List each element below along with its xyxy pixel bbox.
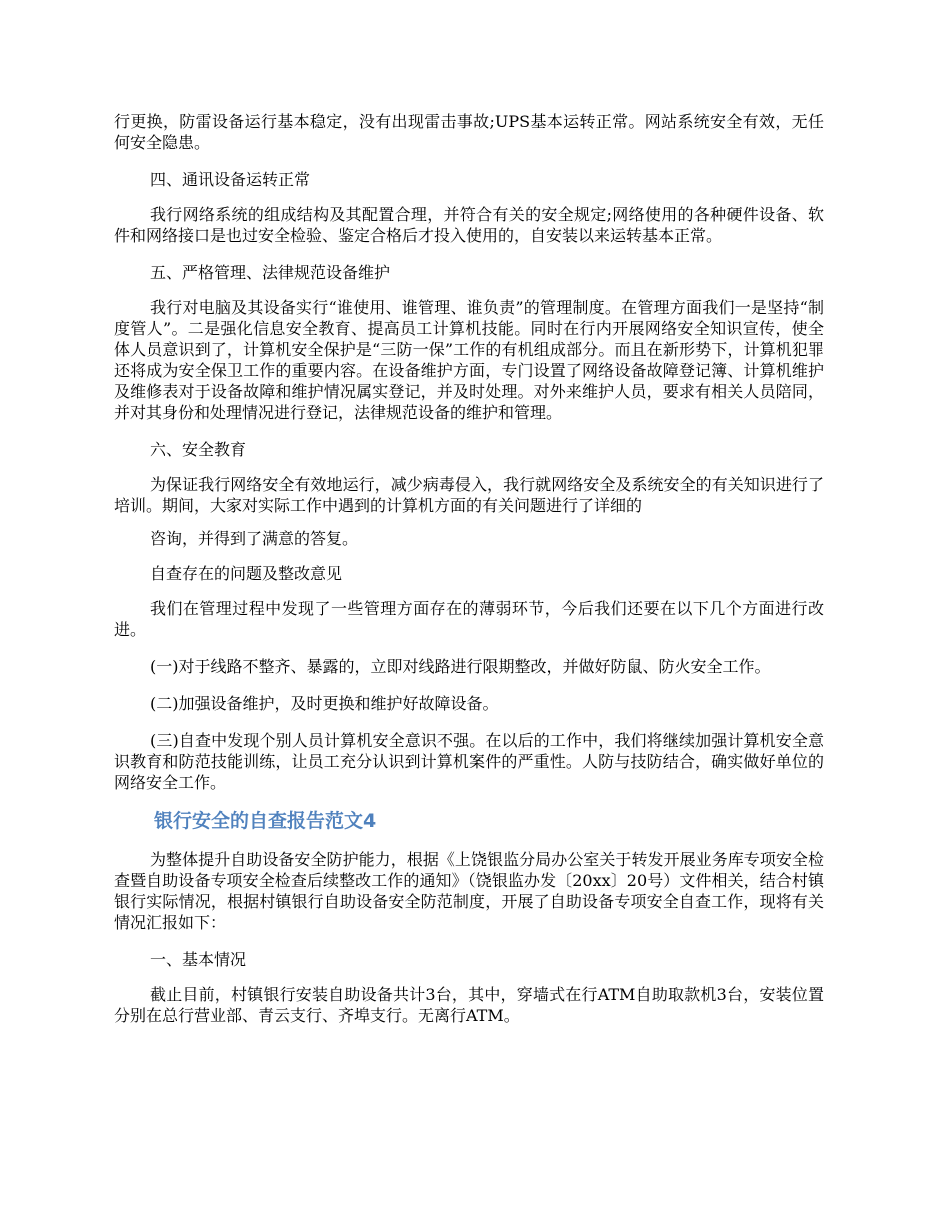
paragraph-self-service-intro: 为整体提升自助设备安全防护能力，根据《上饶银监分局办公室关于转发开展业务库专项安全检查暨自助设备专项安全检查后续整改工作的通知》（饶银监办发〔20xx〕20号）文件相关，结合村镇银行实际情况，根据村镇银行自助设备安全防范制度，开展了自助设备专项安全自查工作，现将有关情况汇报如下： (114, 850, 824, 932)
heading-strict-management: 五、严格管理、法律规范设备维护 (150, 263, 391, 282)
paragraph-weak-links: 我们在管理过程中发现了一些管理方面存在的薄弱环节，今后我们还要在以下几个方面进行改进。 (114, 599, 824, 639)
paragraph-atm-count: 截止目前，村镇银行安装自助设备共计3台，其中，穿墙式在行ATM自助取款机3台，安装位置分别在总行营业部、青云支行、齐埠支行。无离行ATM。 (114, 985, 824, 1025)
paragraph-consultation: 咨询，并得到了满意的答复。 (150, 529, 359, 548)
paragraph-item-three: (三)自查中发现个别人员计算机安全意识不强。在以后的工作中，我们将继续加强计算机安全意识教育和防范技能训练，让员工充分认识到计算机案件的严重性。人防与技防结合，确实做好单位的网络安全工作。 (114, 731, 824, 792)
heading-security-education: 六、安全教育 (150, 440, 247, 459)
heading-problems-rectification: 自查存在的问题及整改意见 (150, 564, 343, 583)
section-title: 银行安全的自查报告范文4 (154, 810, 377, 832)
heading-communication-equipment: 四、通讯设备运转正常 (150, 170, 311, 189)
paragraph-item-two: (二)加强设备维护，及时更换和维护好故障设备。 (150, 694, 499, 713)
paragraph-training: 为保证我行网络安全有效地运行，减少病毒侵入，我行就网络安全及系统安全的有关知识进行了培训。期间，大家对实际工作中遇到的计算机方面的有关问题进行了详细的 (114, 475, 824, 515)
paragraph-network-system: 我行网络系统的组成结构及其配置合理，并符合有关的安全规定;网络使用的各种硬件设备、软件和网络接口是也过安全检验、鉴定合格后才投入使用的，自安装以来运转基本正常。 (114, 205, 824, 245)
heading-basic-situation: 一、基本情况 (150, 950, 247, 969)
paragraph-management-system: 我行对电脑及其设备实行“谁使用、谁管理、谁负责”的管理制度。在管理方面我们一是坚持“制度管人”。二是强化信息安全教育、提高员工计算机技能。同时在行内开展网络安全知识宣传，使全体人员意识到了，计算机安全保护是“三防一保”工作的有机组成部分。而且在新形势下，计算机犯罪还将成为安全保卫工作的重要内容。在设备维护方面，专门设置了网络设备故障登记簿、计算机维护及维修表对于设备故障和维护情况属实登记，并及时处理。对外来维护人员，要求有相关人员陪同，并对其身份和处理情况进行登记，法律规范设备的维护和管理。 (114, 298, 824, 422)
paragraph-item-one: (一)对于线路不整齐、暴露的，立即对线路进行限期整改，并做好防鼠、防火安全工作。 (150, 657, 771, 676)
paragraph-lightning-ups: 行更换，防雷设备运行基本稳定，没有出现雷击事故;UPS基本运转正常。网站系统安全有效，无任何安全隐患。 (114, 112, 824, 152)
